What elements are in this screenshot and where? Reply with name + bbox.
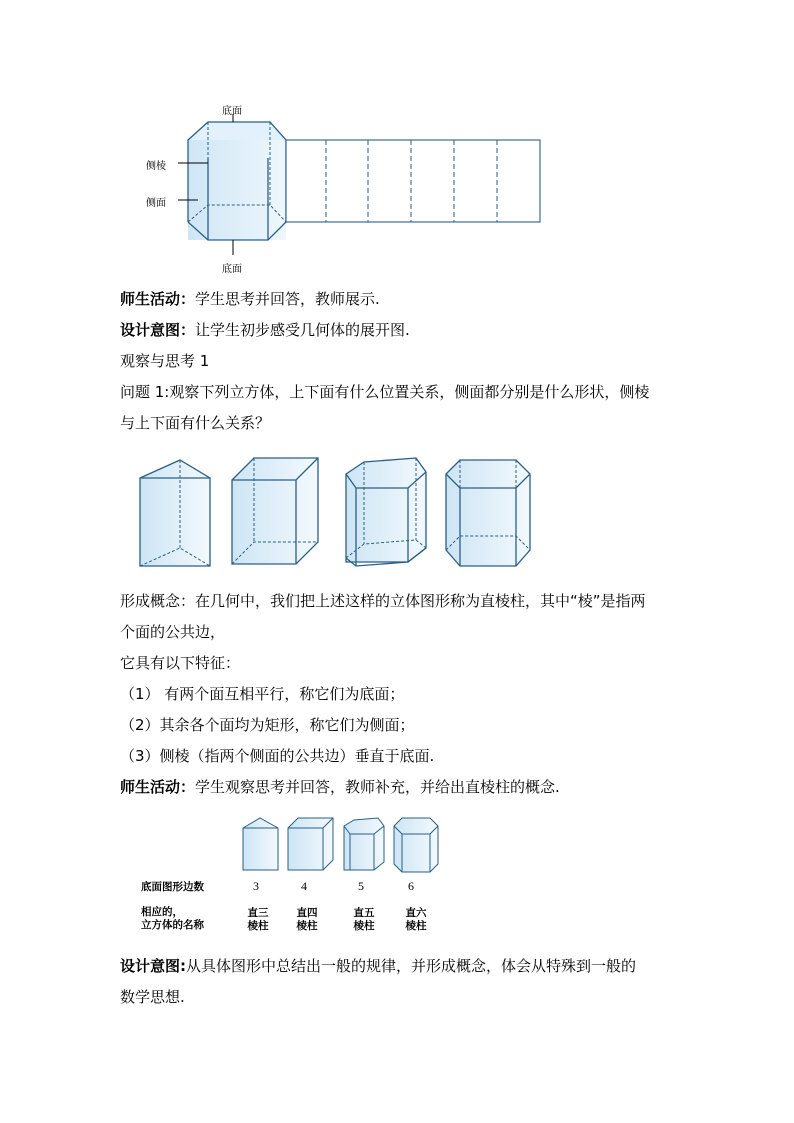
feature-item-2: （2）其余各个面均为矩形，称它们为侧面； [120,716,415,734]
name-line2: 棱柱 [247,920,269,932]
design-intent-1 [120,320,410,340]
four-prisms-figure [130,450,550,575]
table-row-label-line2: 立方体的名称 [141,919,204,931]
name-line1: 直三 [247,907,269,919]
table-count-3: 3 [253,879,259,893]
triangular-prism [140,460,210,566]
prism-net-figure [140,100,560,275]
small-triangular-prism [243,818,278,870]
table-row-label-name [141,906,204,932]
table-row-label-sides: 底面图形边数 [141,881,204,893]
label-lateral-edge: 侧棱 [146,161,166,172]
activity-text: 学生观察思考并回答，教师补充，并给出直棱柱的概念. [195,778,560,796]
teacher-student-activity-1 [120,289,380,309]
table-count-6: 6 [408,879,414,893]
small-pentagonal-prism [344,818,384,870]
design-intent-2 [120,956,636,976]
intent-text: 让学生初步感受几何体的展开图. [195,321,410,339]
name-line2: 棱柱 [405,920,427,932]
intent-text: 从具体图形中总结出一般的规律，并形成概念，体会从特殊到一般的 [186,957,637,975]
table-name-5 [349,907,379,933]
name-line1: 直四 [296,907,318,919]
hexagonal-prism-2 [446,460,530,566]
concept-line-3: 它具有以下特征： [120,654,241,672]
table-name-6 [401,907,431,933]
name-line2: 棱柱 [353,920,375,932]
name-line2: 棱柱 [296,920,318,932]
name-line1: 直五 [353,907,375,919]
lateral-net [286,140,540,222]
question-line-1: 问题 1:观察下列立方体，上下面有什么位置关系，侧面都分别是什么形状，侧棱 [120,383,650,401]
small-quadrilateral-prism [288,818,333,870]
table-name-4 [292,907,322,933]
concept-line-1: 形成概念：在几何中，我们把上述这样的立体图形称为直棱柱，其中“棱”是指两 [120,592,646,610]
name-line1: 直六 [405,907,427,919]
table-count-4: 4 [301,879,307,893]
table-row-label-line1: 相应的， [141,906,183,918]
concept-line-2: 个面的公共边， [120,623,226,641]
quadrilateral-prism [232,458,318,564]
label-bottom-base: 底面 [222,264,242,275]
design-intent-2-line2: 数学思想. [120,988,185,1006]
prism-table-figure [238,812,448,874]
label-lateral-face: 侧面 [146,198,166,209]
small-hexagonal-prism [394,818,438,872]
section-heading: 观察与思考 1 [120,352,210,370]
label-top-base: 底面 [222,106,242,117]
feature-item-3: （3）侧棱（指两个侧面的公共边）垂直于底面. [120,747,435,765]
intent-label: 设计意图: [120,957,186,975]
feature-item-1: （1） 有两个面互相平行，称它们为底面； [120,685,405,703]
activity-label: 师生活动： [120,290,196,308]
table-count-5: 5 [358,879,364,893]
table-name-3 [243,907,273,933]
intent-label: 设计意图： [120,321,196,339]
activity-text: 学生思考并回答，教师展示. [195,290,380,308]
teacher-student-activity-2 [120,777,560,797]
question-line-2: 与上下面有什么关系？ [120,414,271,432]
hexagonal-prism [188,122,286,240]
pentagonal-prism [346,458,426,566]
activity-label: 师生活动： [120,778,196,796]
